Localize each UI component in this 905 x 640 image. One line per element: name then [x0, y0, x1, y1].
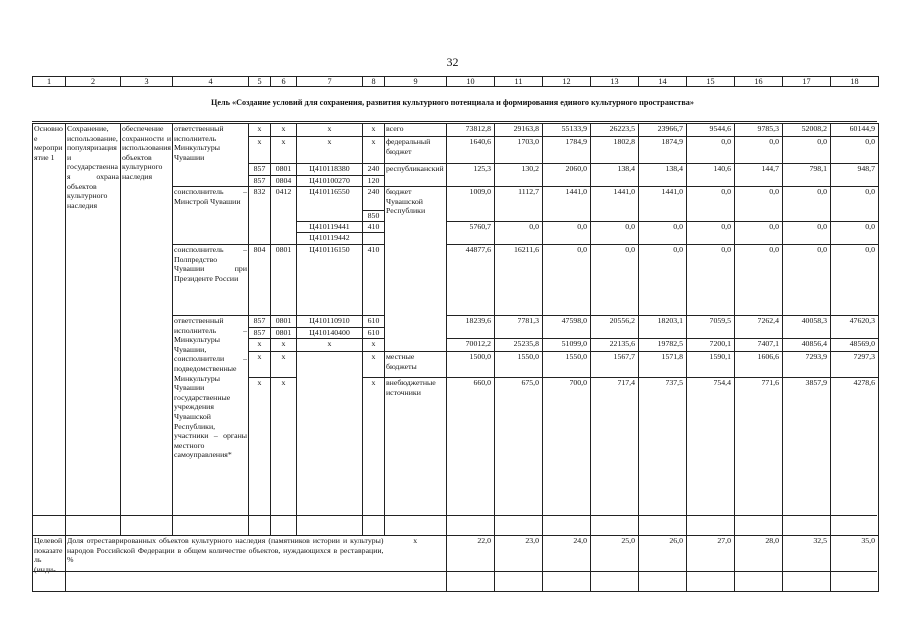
grbs-code-cell: x — [249, 352, 271, 378]
amount-cell: 51099,0 — [543, 339, 591, 352]
col-num: 12 — [543, 77, 591, 87]
col-num: 14 — [639, 77, 687, 87]
section-code-cell: 0801 — [271, 164, 297, 176]
col-num: 9 — [385, 77, 447, 87]
section-code-cell: 0801 — [271, 245, 297, 316]
section-code-cell — [271, 211, 297, 222]
target-article-cell: Ц410118380 — [297, 164, 363, 176]
amount-cell: 144,7 — [735, 164, 783, 187]
amount-cell: 9785,3 — [735, 124, 783, 137]
indicator-x-cell: x — [385, 536, 447, 592]
amount-cell: 125,3 — [447, 164, 495, 187]
amount-cell: 1567,7 — [591, 352, 639, 378]
amount-cell: 138,4 — [591, 164, 639, 187]
amount-cell: 1606,6 — [735, 352, 783, 378]
event-name-cell: Основное мероприятие 1 — [33, 124, 66, 536]
indicator-label-cell: Целевой показатель (инди- — [33, 536, 66, 592]
section-code-cell — [271, 222, 297, 233]
amount-cell: 1640,6 — [447, 137, 495, 164]
col-num: 7 — [297, 77, 363, 87]
expense-type-cell: 240 — [363, 164, 385, 176]
amount-cell: 18239,6 — [447, 316, 495, 339]
section-code-cell: x — [271, 124, 297, 137]
amount-cell: 0,0 — [735, 245, 783, 316]
amount-cell: 0,0 — [831, 222, 879, 245]
amount-cell: 798,1 — [783, 164, 831, 187]
target-article-cell: Ц410100270 — [297, 176, 363, 187]
amount-cell: 20556,2 — [591, 316, 639, 339]
amount-cell: 44877,6 — [447, 245, 495, 316]
indicator-value-cell: 23,0 — [495, 536, 543, 592]
section-code-cell: 0801 — [271, 316, 297, 328]
expense-type-cell: 410 — [363, 245, 385, 316]
expense-type-cell: x — [363, 137, 385, 164]
col-num: 15 — [687, 77, 735, 87]
expense-type-cell: x — [363, 339, 385, 352]
amount-cell: 1590,1 — [687, 352, 735, 378]
target-article-cell: Ц410116150 — [297, 245, 363, 316]
funding-source-cell: республиканский — [385, 164, 447, 187]
amount-cell: 0,0 — [783, 222, 831, 245]
amount-cell: 0,0 — [591, 245, 639, 316]
col-num: 13 — [591, 77, 639, 87]
grbs-code-cell: x — [249, 124, 271, 137]
amount-cell: 7059,5 — [687, 316, 735, 339]
column-number-header — [32, 76, 879, 87]
expense-type-cell: 850 — [363, 211, 385, 222]
amount-cell: 1500,0 — [447, 352, 495, 378]
col-num: 11 — [495, 77, 543, 87]
section-code-cell: x — [271, 352, 297, 378]
program-table — [32, 123, 879, 592]
expense-type-cell: 120 — [363, 176, 385, 187]
grbs-code-cell: x — [249, 137, 271, 164]
amount-cell: 52008,2 — [783, 124, 831, 137]
amount-cell: 5760,7 — [447, 222, 495, 245]
amount-cell: 0,0 — [783, 245, 831, 316]
executor-cell: ответственный исполнитель – Минкультуры Чувашии, соисполнители – подведомственные Минкультуры Чувашии государственные учреждения Чувашской Республики, участники – органы местного самоуправления* — [173, 316, 249, 536]
amount-cell: 0,0 — [495, 222, 543, 245]
amount-cell: 0,0 — [687, 187, 735, 222]
funding-source-cell: местные бюджеты — [385, 352, 447, 378]
section-code-cell: 0804 — [271, 176, 297, 187]
amount-cell: 70012,2 — [447, 339, 495, 352]
grbs-code-cell: 804 — [249, 245, 271, 316]
expense-type-cell — [363, 233, 385, 245]
amount-cell: 0,0 — [543, 245, 591, 316]
amount-cell: 1550,0 — [543, 352, 591, 378]
amount-cell: 7297,3 — [831, 352, 879, 378]
target-article-cell: Ц410116550 — [297, 187, 363, 211]
amount-cell: 55133,9 — [543, 124, 591, 137]
executor-cell: соисполнитель – Минстрой Чувашии — [173, 187, 249, 245]
col-num: 6 — [271, 77, 297, 87]
amount-cell: 40856,4 — [783, 339, 831, 352]
col-num: 4 — [173, 77, 249, 87]
program-table-body — [33, 124, 879, 592]
amount-cell: 1784,9 — [543, 137, 591, 164]
amount-cell: 1703,0 — [495, 137, 543, 164]
grbs-code-cell — [249, 222, 271, 233]
executor-cell: ответственный исполнитель Минкультуры Чувашии — [173, 124, 249, 187]
amount-cell: 1441,0 — [639, 187, 687, 222]
col-num: 8 — [363, 77, 385, 87]
amount-cell: 7781,3 — [495, 316, 543, 339]
grbs-code-cell: 857 — [249, 176, 271, 187]
amount-cell: 0,0 — [687, 137, 735, 164]
col-num: 17 — [783, 77, 831, 87]
amount-cell: 26223,5 — [591, 124, 639, 137]
amount-cell: 0,0 — [831, 245, 879, 316]
grbs-code-cell: x — [249, 378, 271, 536]
amount-cell: 0,0 — [543, 222, 591, 245]
amount-cell: 7262,4 — [735, 316, 783, 339]
amount-cell: 0,0 — [735, 187, 783, 222]
amount-cell: 717,4 — [591, 378, 639, 536]
funding-source-cell: внебюджетные источники — [385, 378, 447, 536]
amount-cell: 23966,7 — [639, 124, 687, 137]
expense-type-cell: x — [363, 352, 385, 378]
expense-type-cell: 610 — [363, 316, 385, 328]
grbs-code-cell: 857 — [249, 316, 271, 328]
col-num: 3 — [121, 77, 173, 87]
section-code-cell: x — [271, 378, 297, 536]
amount-cell: 0,0 — [735, 137, 783, 164]
amount-cell: 948,7 — [831, 164, 879, 187]
amount-cell: 0,0 — [831, 187, 879, 222]
target-article-cell: Ц410110910 — [297, 316, 363, 328]
table-row — [33, 124, 879, 137]
section-code-cell: 0412 — [271, 187, 297, 211]
target-article-cell: x — [297, 124, 363, 137]
amount-cell: 754,4 — [687, 378, 735, 536]
grbs-code-cell: 857 — [249, 328, 271, 339]
event-task-cell: обеспечение сохранности и использования объектов культурного наследия — [121, 124, 173, 536]
expense-type-cell: 240 — [363, 187, 385, 211]
amount-cell: 40058,3 — [783, 316, 831, 339]
amount-cell: 16211,6 — [495, 245, 543, 316]
grbs-code-cell — [249, 233, 271, 245]
table-end-rule — [32, 571, 877, 572]
amount-cell: 675,0 — [495, 378, 543, 536]
amount-cell: 1550,0 — [495, 352, 543, 378]
indicator-value-cell: 25,0 — [591, 536, 639, 592]
expense-type-cell: 610 — [363, 328, 385, 339]
col-num: 18 — [831, 77, 879, 87]
amount-cell: 0,0 — [687, 245, 735, 316]
amount-cell: 0,0 — [591, 222, 639, 245]
grbs-code-cell: 857 — [249, 164, 271, 176]
grbs-code-cell: 832 — [249, 187, 271, 211]
grbs-code-cell — [249, 211, 271, 222]
indicator-value-cell: 24,0 — [543, 536, 591, 592]
expense-type-cell: x — [363, 378, 385, 536]
amount-cell: 0,0 — [783, 187, 831, 222]
col-num: 16 — [735, 77, 783, 87]
amount-cell: 737,5 — [639, 378, 687, 536]
amount-cell: 1009,0 — [447, 187, 495, 222]
amount-cell: 0,0 — [639, 245, 687, 316]
amount-cell: 771,6 — [735, 378, 783, 536]
target-article-cell — [297, 352, 363, 536]
amount-cell: 2060,0 — [543, 164, 591, 187]
indicator-value-cell: 27,0 — [687, 536, 735, 592]
amount-cell: 660,0 — [447, 378, 495, 536]
target-article-cell: Ц410119442 — [297, 233, 363, 245]
event-bottom-rule — [32, 515, 877, 516]
amount-cell: 130,2 — [495, 164, 543, 187]
event-description-cell: Сохранение, использование, популяризация и государственная охрана объектов культурного наследия — [66, 124, 121, 536]
amount-cell: 18203,1 — [639, 316, 687, 339]
funding-source-cell: всего — [385, 124, 447, 137]
amount-cell: 0,0 — [687, 222, 735, 245]
section-title: Цель «Создание условий для сохранения, развития культурного потенциала и формирования единого культурного пространства» — [211, 98, 694, 107]
amount-cell: 0,0 — [735, 222, 783, 245]
indicator-value-cell: 32,5 — [783, 536, 831, 592]
amount-cell: 700,0 — [543, 378, 591, 536]
funding-source-cell: федеральный бюджет — [385, 137, 447, 164]
executor-cell: соисполнитель – Полпредство Чувашии при Президенте России — [173, 245, 249, 316]
amount-cell: 7293,9 — [783, 352, 831, 378]
indicator-value-cell: 28,0 — [735, 536, 783, 592]
expense-type-cell: 410 — [363, 222, 385, 233]
amount-cell: 29163,8 — [495, 124, 543, 137]
amount-cell: 1571,8 — [639, 352, 687, 378]
amount-cell: 1802,8 — [591, 137, 639, 164]
amount-cell: 47620,3 — [831, 316, 879, 339]
amount-cell: 0,0 — [639, 222, 687, 245]
amount-cell: 4278,6 — [831, 378, 879, 536]
amount-cell: 140,6 — [687, 164, 735, 187]
target-article-cell: Ц410119441 — [297, 222, 363, 233]
col-num: 10 — [447, 77, 495, 87]
amount-cell: 1112,7 — [495, 187, 543, 222]
amount-cell: 7200,1 — [687, 339, 735, 352]
target-article-cell: x — [297, 339, 363, 352]
amount-cell: 0,0 — [783, 137, 831, 164]
amount-cell: 60144,9 — [831, 124, 879, 137]
page-number: 32 — [446, 55, 459, 69]
amount-cell: 22135,6 — [591, 339, 639, 352]
expense-type-cell: x — [363, 124, 385, 137]
table-top-rule — [32, 121, 877, 122]
grbs-code-cell: x — [249, 339, 271, 352]
funding-source-cell: бюджет Чувашской Республики — [385, 187, 447, 352]
indicator-value-cell: 22,0 — [447, 536, 495, 592]
section-code-cell: x — [271, 339, 297, 352]
col-num: 1 — [33, 77, 66, 87]
amount-cell: 25235,8 — [495, 339, 543, 352]
target-article-cell: x — [297, 137, 363, 164]
target-article-cell — [297, 211, 363, 222]
indicator-value-cell: 26,0 — [639, 536, 687, 592]
indicator-row — [33, 536, 879, 592]
indicator-text-cell: Доля отреставрированных объектов культурного наследия (памятников истории и культуры) народов Российской Федерации в общем количестве объектов, нуждающихся в реставрации, % — [66, 536, 385, 592]
amount-cell: 9544,6 — [687, 124, 735, 137]
amount-cell: 73812,8 — [447, 124, 495, 137]
target-article-cell: Ц410140400 — [297, 328, 363, 339]
amount-cell: 19782,5 — [639, 339, 687, 352]
amount-cell: 47598,0 — [543, 316, 591, 339]
section-code-cell: x — [271, 137, 297, 164]
amount-cell: 1874,9 — [639, 137, 687, 164]
amount-cell: 7407,1 — [735, 339, 783, 352]
col-num: 2 — [66, 77, 121, 87]
amount-cell: 138,4 — [639, 164, 687, 187]
amount-cell: 48569,0 — [831, 339, 879, 352]
col-num: 5 — [249, 77, 271, 87]
section-code-cell: 0801 — [271, 328, 297, 339]
amount-cell: 0,0 — [831, 137, 879, 164]
indicator-value-cell: 35,0 — [831, 536, 879, 592]
section-code-cell — [271, 233, 297, 245]
amount-cell: 1441,0 — [591, 187, 639, 222]
amount-cell: 3857,9 — [783, 378, 831, 536]
amount-cell: 1441,0 — [543, 187, 591, 222]
